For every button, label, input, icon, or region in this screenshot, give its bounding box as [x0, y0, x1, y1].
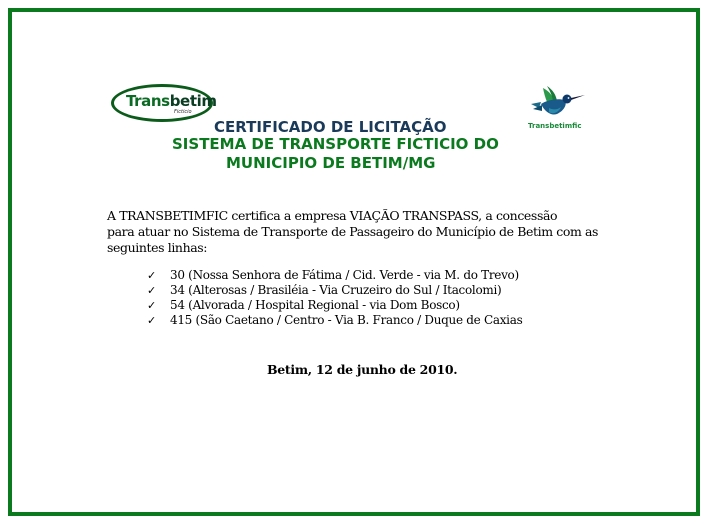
bus-line-text: 30 (Nossa Senhora de Fátima / Cid. Verde - via M. do Trevo): [170, 268, 519, 282]
checkmark-icon: ✓: [147, 314, 156, 327]
logo-brand-part2: betim: [169, 92, 217, 110]
checkmark-icon: ✓: [147, 269, 156, 282]
list-item: [147, 268, 522, 283]
logo-brand-text: [126, 92, 217, 110]
bus-line-text: 34 (Alterosas / Brasiléia - Via Cruzeiro do Sul / Itacolomi): [170, 283, 502, 297]
bus-lines-list: [147, 268, 522, 328]
certificate-date: Betim, 12 de junho de 2010.: [267, 362, 458, 377]
body-line-1: A TRANSBETIMFIC certifica a empresa VIAÇÃO TRANSPASS, a concessão: [107, 208, 558, 223]
body-line-2: para atuar no Sistema de Transporte de Passageiro do Município de Betim com as: [107, 224, 599, 239]
certificate-subtitle-line2: MUNICIPIO DE BETIM/MG: [226, 154, 436, 172]
logo-caption: Transbetimfic: [528, 122, 582, 130]
bus-line-text: 415 (São Caetano / Centro - Via B. Franco / Duque de Caxias: [170, 313, 523, 327]
hummingbird-icon: [525, 82, 587, 124]
certificate-border: [8, 8, 700, 516]
logo-brand-part1: Trans: [126, 92, 170, 110]
transbetim-logo: [111, 84, 217, 122]
list-item: [147, 283, 522, 298]
certificate-title: CERTIFICADO DE LICITAÇÃO: [214, 118, 447, 136]
bus-line-text: 54 (Alvorada / Hospital Regional - via Dom Bosco): [170, 298, 460, 312]
checkmark-icon: ✓: [147, 284, 156, 297]
list-item: [147, 298, 522, 313]
logo-subtitle: Ficticio: [174, 109, 192, 115]
transbetimfic-logo: [525, 82, 587, 132]
certificate-body: [107, 208, 607, 256]
checkmark-icon: ✓: [147, 299, 156, 312]
list-item: [147, 313, 522, 328]
certificate-subtitle-line1: SISTEMA DE TRANSPORTE FICTICIO DO: [172, 135, 499, 153]
body-line-3: seguintes linhas:: [107, 240, 208, 255]
